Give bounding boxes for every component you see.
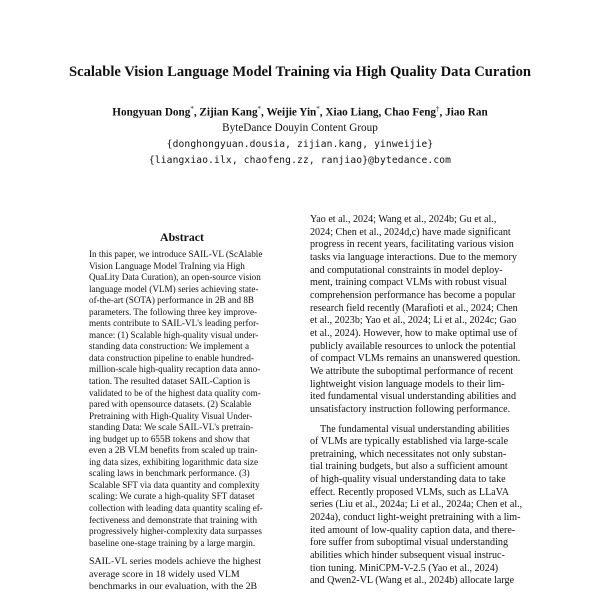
text-line: The fundamental visual understanding abilities (320, 423, 510, 435)
text-line: comprehension performance has become a popular (310, 289, 516, 301)
author-mark: * (257, 105, 262, 113)
text-line: Vision Language Model TraIning via High (89, 260, 245, 271)
text-line: average score in 18 widely used VLM (89, 568, 240, 580)
text-line: ments contribute to SAIL-VL's leading perfor- (89, 318, 259, 329)
abstract-tail (89, 556, 277, 593)
text-line: ing data sizes, exhibiting logarithmic data size (89, 456, 259, 467)
text-line: validated to be of the highest data quality com- (89, 387, 261, 398)
author-name: Chao Feng (384, 106, 437, 119)
introduction-column (310, 214, 530, 588)
text-line: of high-quality visual understanding data to take (310, 474, 506, 486)
text-line: SAIL-VL series models achieve the highest (89, 556, 262, 568)
affiliation: ByteDance Douyin Content Group (222, 122, 378, 134)
author-mark: * (190, 105, 194, 113)
text-line: pared with opensource datasets. (2) Scalable (89, 399, 252, 410)
text-line: baseline one-stage training by a large margin. (89, 537, 256, 548)
text-line: tation. The resulted dataset SAIL-Caption is (89, 376, 251, 387)
text-line: standing Data: We scale SAIL-VL's pretrain- (89, 422, 254, 433)
text-line: and computational constraints in model deploy- (310, 264, 503, 276)
text-line: of compact VLMs remains an unanswered question. (310, 353, 521, 365)
text-line: et al., 2024). However, how to make optimal use of (310, 327, 518, 339)
email-line-1: {donghongyuan.dousia, zijian.kang, yinweijie} (166, 139, 434, 150)
text-line: data construction pipeline to enable hundred- (89, 352, 254, 363)
text-line: million-scale high-quality recaption data anno- (89, 364, 261, 375)
author-mark: * (316, 105, 320, 113)
text-line: scaling laws in benchmark performance. (3) (89, 468, 250, 479)
text-line: research field recently (Marafioti et al., 2024; Chen (310, 302, 518, 314)
text-line: ment, training compact VLMs with robust visual (310, 277, 507, 289)
text-line: fore suffer from suboptimal visual understanding (310, 537, 509, 549)
author-list: Hongyuan Dong*, Zijian Kang*, Weijie Yin*, Xiao Liang, Chao Feng†, Jiao Ran (112, 105, 488, 119)
intro-paragraph-1 (310, 214, 530, 417)
text-line: Pretraining with High-Quality Visual Under- (89, 410, 253, 421)
text-line: Scalable SFT via data quantity and complexity (89, 479, 260, 490)
text-line: tasks via language interactions. Due to the memory (310, 251, 517, 263)
text-line: mance: (1) Scalable high-quality visual under- (89, 329, 259, 340)
text-line: tial training budgets, but also a sufficient amount (310, 461, 508, 473)
text-line: publicly available resources to unlock the potential (310, 340, 516, 352)
text-line: parameters. The following three key improve- (89, 306, 258, 317)
author-name: Zijian Kang (199, 106, 258, 119)
text-line: scaling: We curate a high-quality SFT dataset (89, 491, 255, 502)
text-line: of VLMs are typically established via large-scale (310, 436, 509, 448)
text-line: unsatisfactory instruction following performance. (310, 403, 511, 415)
text-line: even a 2B VLM benefits from scaled up train- (89, 445, 258, 456)
abstract-column (89, 249, 277, 593)
text-line: 2024; Chen et al., 2024d,c) have made significant (310, 226, 511, 238)
text-line: progressively higher-complexity data surpasses (89, 526, 262, 537)
text-line: effect. Recently proposed VLMs, such as LLaVA (310, 486, 510, 498)
email-line-2: {liangxiao.ilx, chaofeng.zz, ranjiao}@bytedance.com (148, 155, 452, 166)
text-line: language model (VLM) series achieving state- (89, 283, 259, 294)
text-line: benchmarks in our evaluation, with the 2B (89, 581, 258, 593)
text-line: Yao et al., 2024; Wang et al., 2024b; Gu et al., (310, 214, 497, 225)
text-line: pretraining, which necessitates not only substan- (310, 448, 507, 460)
text-line: et al., 2023b; Yao et al., 2024; Li et al., 2024c; Gao (310, 315, 517, 327)
text-line: of-the-art (SOTA) performance in 2B and 8B (89, 295, 254, 306)
text-line: lightweight vision language models to their lim- (310, 378, 505, 390)
text-line: fectiveness and demonstrate that training with (89, 514, 258, 525)
author-mark: † (436, 105, 440, 113)
abstract-body (89, 249, 277, 549)
text-line: In this paper, we introduce SAIL-VL (ScAlable (89, 249, 263, 259)
text-line: QuaLity Data Curation), an open-source vision (89, 272, 261, 283)
text-line: We attribute the suboptimal performance of recent (310, 365, 514, 377)
author-name: Hongyuan Dong (112, 106, 191, 119)
text-line: progress in recent years, facilitating various vision (310, 239, 514, 251)
text-line: series (Liu et al., 2024a; Li et al., 2024a; Chen et al., (310, 499, 523, 511)
text-line: collection with leading data quantity scaling ef- (89, 503, 263, 514)
text-line: abilities which hinder subsequent visual instruc- (310, 550, 505, 562)
intro-paragraph-2 (310, 424, 530, 589)
author-name: Weijie Yin (266, 106, 317, 119)
text-line: 2024a), conduct light-weight pretraining with a lim- (310, 512, 521, 524)
text-line: tion tuning. MiniCPM-V-2.5 (Yao et al., 2024) (310, 562, 499, 574)
author-name: Xiao Liang (325, 106, 379, 119)
text-line: standing data construction: We implement a (89, 341, 250, 352)
text-line: and Qwen2-VL (Wang et al., 2024b) allocate large (310, 575, 515, 587)
text-line: ited fundamental visual understanding abilities and (310, 391, 517, 403)
author-name: Jiao Ran (445, 106, 488, 119)
abstract-heading: Abstract (160, 230, 204, 244)
text-line: ing budget up to 655B tokens and show that (89, 433, 250, 444)
paper-title: Scalable Vision Language Model Training via High Quality Data Curation (68, 64, 532, 80)
text-line: ited amount of low-quality caption data, and there- (310, 524, 516, 536)
